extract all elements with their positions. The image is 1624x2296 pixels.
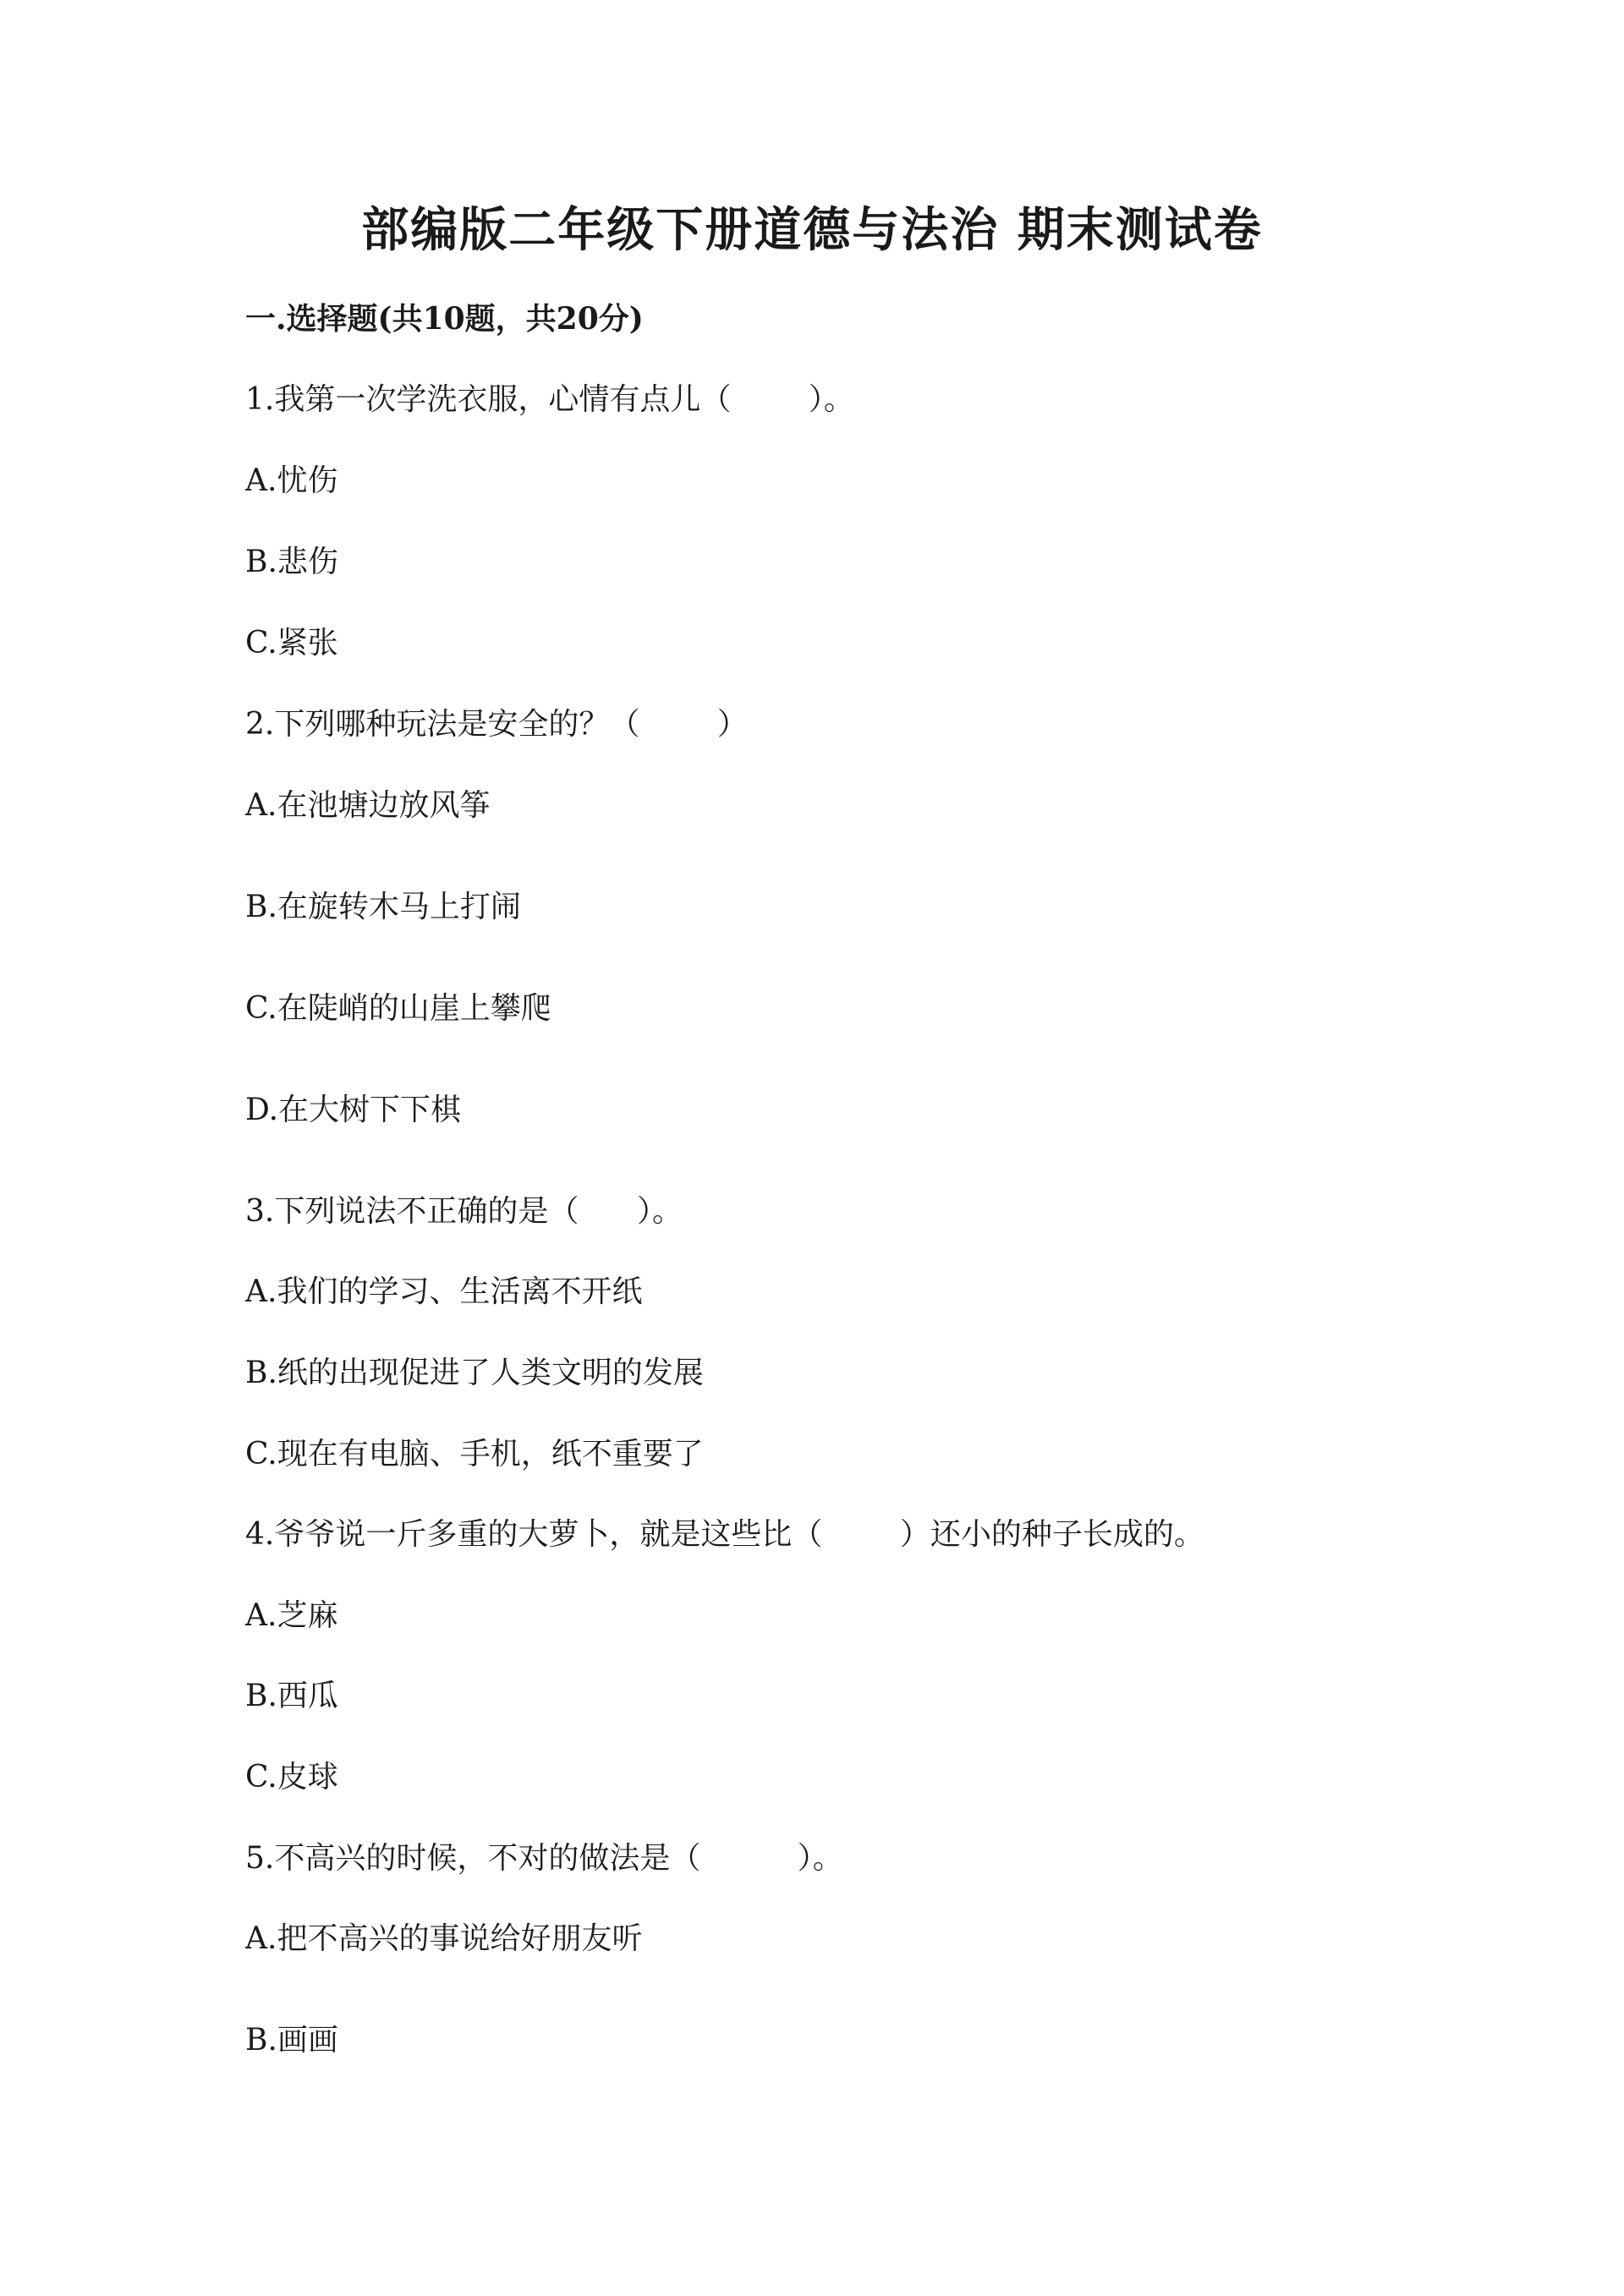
question-4-option-b: B.西瓜 xyxy=(245,1679,338,1713)
question-3-option-b: B.纸的出现促进了人类文明的发展 xyxy=(245,1356,704,1390)
question-4-stem: 4.爷爷说一斤多重的大萝卜，就是这些比（ ）还小的种子长成的。 xyxy=(245,1517,1204,1552)
question-1-stem: 1.我第一次学洗衣服，心情有点儿（ ）。 xyxy=(245,382,854,417)
question-2-option-b: B.在旋转木马上打闹 xyxy=(245,890,521,924)
question-3-stem: 3.下列说法不正确的是（ ）。 xyxy=(245,1194,683,1229)
question-1-option-c: C.紧张 xyxy=(245,626,338,660)
question-4-option-a: A.芝麻 xyxy=(245,1598,338,1633)
exam-title: 部编版二年级下册道德与法治 期末测试卷 xyxy=(361,202,1263,258)
question-5-option-b: B.画画 xyxy=(245,2023,338,2058)
question-2-option-d: D.在大树下下棋 xyxy=(245,1093,462,1127)
question-1-option-a: A.忧伤 xyxy=(245,463,338,498)
question-5-option-a: A.把不高兴的事说给好朋友听 xyxy=(245,1921,643,1956)
question-3-option-a: A.我们的学习、生活离不开纸 xyxy=(245,1274,643,1309)
question-2-option-c: C.在陡峭的山崖上攀爬 xyxy=(245,991,551,1026)
question-5-stem: 5.不高兴的时候，不对的做法是（ ）。 xyxy=(245,1841,843,1876)
question-2-option-a: A.在池塘边放风筝 xyxy=(245,788,491,823)
question-3-option-c: C.现在有电脑、手机，纸不重要了 xyxy=(245,1437,704,1471)
question-1-option-b: B.悲伤 xyxy=(245,545,338,579)
question-4-option-c: C.皮球 xyxy=(245,1760,338,1795)
section-heading: 一.选择题(共10题，共20分) xyxy=(245,301,644,337)
question-2-stem: 2.下列哪种玩法是安全的？（ ） xyxy=(245,707,748,742)
